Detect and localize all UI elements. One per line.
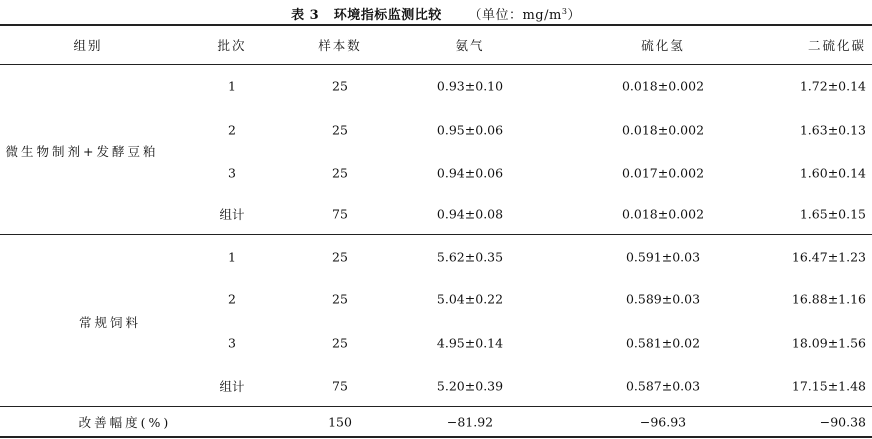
sample-count-cell: 25 — [332, 165, 348, 181]
header-hydrogen-sulfide: 硫化氢 — [641, 38, 685, 53]
ammonia-cell: 4.95±0.14 — [436, 335, 504, 351]
sample-count-cell: 25 — [332, 122, 348, 138]
sample-count-cell: 25 — [332, 335, 348, 351]
sample-count-cell: 75 — [332, 378, 348, 394]
table-caption — [0, 4, 872, 23]
ammonia-cell: 0.94±0.08 — [436, 206, 504, 222]
header-carbon-disulfide: 二硫化碳 — [807, 38, 866, 53]
bottom-rule — [0, 436, 872, 438]
group-name: 常规饲料 — [78, 315, 142, 330]
table-number: 表 3 — [291, 8, 320, 23]
carbon-disulfide-cell: 1.72±0.14 — [799, 78, 866, 94]
footer-label: 改善幅度(%) — [78, 415, 172, 430]
footer-hydrogen-sulfide-improvement: −96.93 — [639, 414, 687, 430]
group-name: 微生物制剂+发酵豆粕 — [5, 144, 159, 159]
hydrogen-sulfide-cell: 0.591±0.03 — [625, 249, 701, 265]
batch-cell: 组计 — [219, 207, 245, 222]
carbon-disulfide-cell: 1.63±0.13 — [799, 122, 866, 138]
carbon-disulfide-cell: 16.88±1.16 — [791, 291, 866, 307]
batch-cell: 1 — [228, 249, 236, 265]
sample-count-cell: 25 — [332, 291, 348, 307]
batch-cell: 3 — [228, 335, 236, 351]
hydrogen-sulfide-cell: 0.581±0.02 — [625, 335, 701, 351]
footer-carbon-disulfide-improvement: −90.38 — [819, 414, 866, 430]
batch-cell: 2 — [228, 122, 236, 138]
sample-count-cell: 25 — [332, 78, 348, 94]
hydrogen-sulfide-cell: 0.018±0.002 — [621, 122, 705, 138]
unit-suffix: ） — [567, 8, 581, 23]
sample-count-cell: 25 — [332, 249, 348, 265]
top-rule — [0, 24, 872, 26]
batch-cell: 2 — [228, 291, 236, 307]
header-batch: 批次 — [217, 38, 247, 53]
footer-sample-count: 150 — [328, 414, 352, 430]
hydrogen-sulfide-cell: 0.018±0.002 — [621, 78, 705, 94]
carbon-disulfide-cell: 1.65±0.15 — [799, 206, 866, 222]
ammonia-cell: 5.04±0.22 — [436, 291, 504, 307]
hydrogen-sulfide-cell: 0.587±0.03 — [625, 378, 701, 394]
ammonia-cell: 5.20±0.39 — [436, 378, 504, 394]
ammonia-cell: 0.95±0.06 — [436, 122, 504, 138]
carbon-disulfide-cell: 18.09±1.56 — [791, 335, 866, 351]
header-ammonia: 氨气 — [455, 38, 485, 53]
table-unit — [468, 8, 580, 23]
header-group: 组别 — [73, 38, 103, 53]
batch-cell: 3 — [228, 165, 236, 181]
table-title: 环境指标监测比较 — [333, 8, 442, 23]
footer-ammonia-improvement: −81.92 — [446, 414, 494, 430]
header-rule — [0, 64, 872, 65]
hydrogen-sulfide-cell: 0.017±0.002 — [621, 165, 705, 181]
unit-prefix: （单位：mg/m — [468, 8, 562, 23]
hydrogen-sulfide-cell: 0.018±0.002 — [621, 206, 705, 222]
batch-cell: 1 — [228, 78, 236, 94]
ammonia-cell: 0.94±0.06 — [436, 165, 504, 181]
header-sample-count: 样本数 — [318, 38, 362, 53]
hydrogen-sulfide-cell: 0.589±0.03 — [625, 291, 701, 307]
carbon-disulfide-cell: 1.60±0.14 — [799, 165, 866, 181]
footer-rule — [0, 406, 872, 407]
sample-count-cell: 75 — [332, 206, 348, 222]
group-divider-rule — [0, 234, 872, 235]
carbon-disulfide-cell: 16.47±1.23 — [791, 249, 866, 265]
unit-superscript: 3 — [561, 7, 568, 16]
ammonia-cell: 0.93±0.10 — [436, 78, 504, 94]
carbon-disulfide-cell: 17.15±1.48 — [791, 378, 866, 394]
batch-cell: 组计 — [219, 379, 245, 394]
ammonia-cell: 5.62±0.35 — [436, 249, 504, 265]
